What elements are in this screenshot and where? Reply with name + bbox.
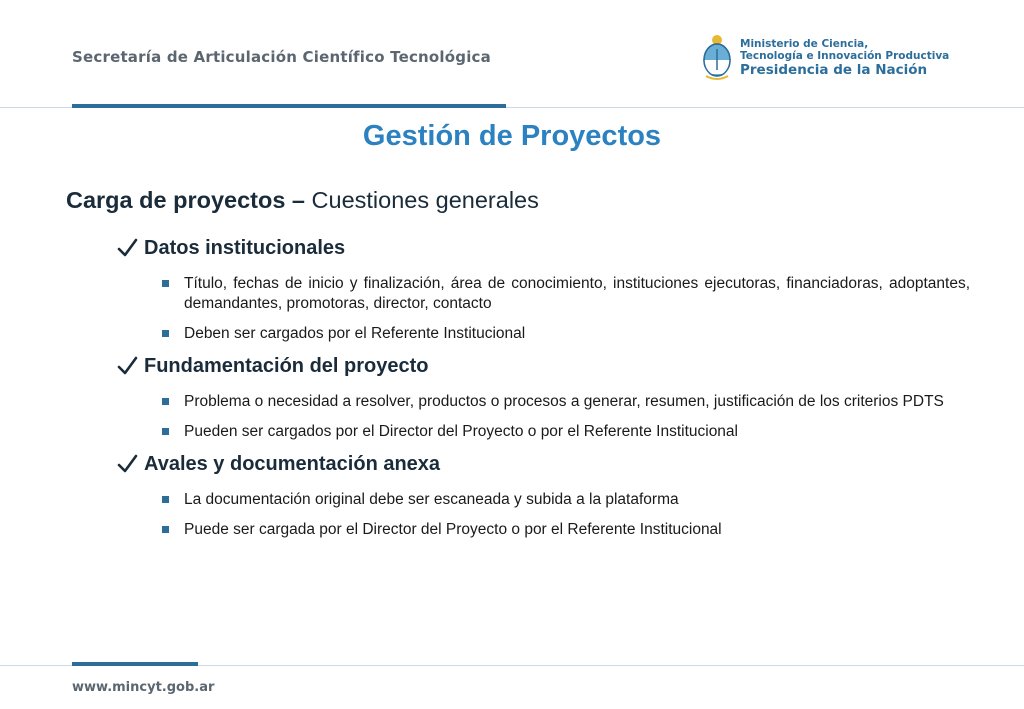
square-bullet-icon [162,330,169,337]
square-bullet-icon [162,496,169,503]
coat-of-arms-icon [700,32,734,84]
list-item [162,392,970,412]
ministry-logo [700,32,1000,88]
list-item [162,422,970,442]
square-bullet-icon [162,526,169,533]
section-avales [116,448,970,540]
checkmark-icon [116,355,138,377]
list-item-text: Pueden ser cargados por el Director del Proyecto o por el Referente Institucional [184,423,738,440]
square-bullet-icon [162,398,169,405]
ministry-line-2: Tecnología e Innovación Productiva [740,50,950,63]
footer-url: www.mincyt.gob.ar [72,680,215,695]
header-organization: Secretaría de Articulación Científico Tecnológica [72,48,491,66]
list-item [162,490,970,510]
section-header [116,448,970,480]
list-item [162,274,970,314]
list-item [162,520,970,540]
slide-content [116,232,970,540]
list-item [162,324,970,344]
section-title: Datos institucionales [144,236,346,259]
section-title: Fundamentación del proyecto [144,354,429,377]
checkmark-icon [116,237,138,259]
section-title: Avales y documentación anexa [144,452,441,475]
list-item-text: Deben ser cargados por el Referente Institucional [184,325,526,342]
square-bullet-icon [162,280,169,287]
slide-subtitle [66,187,539,214]
subtitle-bold: Carga de proyectos – [66,187,306,213]
checkmark-icon [116,453,138,475]
slide-title: Gestión de Proyectos [362,120,662,152]
list-item-text: Problema o necesidad a resolver, productos o procesos a generar, resumen, justificación de los criterios PDTS [184,393,944,410]
footer-accent-bar [72,662,198,666]
section-fundamentacion [116,350,970,442]
list-item-text: Título, fechas de inicio y finalización, área de conocimiento, instituciones ejecutoras, financiadoras, adoptantes, demandantes, promotoras, director, contacto [184,275,970,312]
ministry-line-3: Presidencia de la Nación [740,61,928,78]
section-header [116,350,970,382]
subtitle-rest: Cuestiones generales [305,187,539,213]
square-bullet-icon [162,428,169,435]
section-header [116,232,970,264]
section-datos-institucionales [116,232,970,344]
list-item-text: Puede ser cargada por el Director del Proyecto o por el Referente Institucional [184,521,722,538]
ministry-line-1: Ministerio de Ciencia, [740,38,869,50]
header-accent-bar [72,104,506,108]
list-item-text: La documentación original debe ser escaneada y subida a la plataforma [184,491,679,508]
